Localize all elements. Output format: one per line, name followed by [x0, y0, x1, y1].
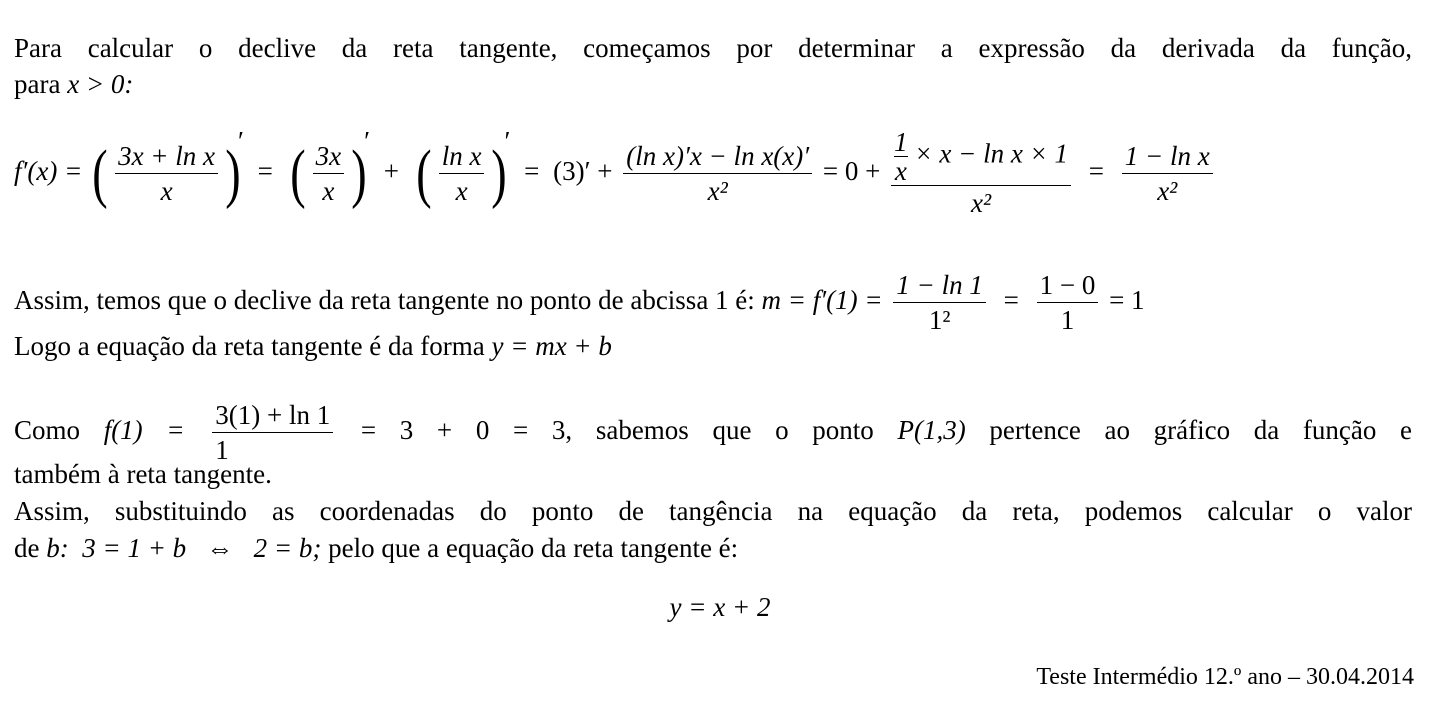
fraction-term-5: $\frac{\text{(ln x)′x − ln x(x)′}}{\text{x²}}$: [623, 139, 812, 208]
derivative-lhs: f′(x) =: [14, 156, 83, 186]
slope-text: Assim, temos que o declive da reta tangente no ponto de abcissa 1 é:: [14, 285, 755, 315]
form-line-text: Logo a equação da reta tangente é da forma: [14, 331, 485, 361]
inner-fraction: $\frac{1}{x}$: [894, 126, 908, 186]
source-footer: Teste Intermédio 12.º ano – 30.04.2014: [1036, 664, 1414, 690]
form-line: [14, 328, 1412, 364]
derivative-equation: f′(x) = ( $\frac{\text{3x + ln x}}{x}$ )′ = ( $\frac{3x}{x}$ )′ + ( $\frac{\text{ln x}}{x}$ )′ = (3)′ + $\frac{\text{(ln x)′x − ln x(x)′}}{\text{x²}}$ = 0 + $\frac{1}{x}$ × x − ln x × 1 x² = $\frac{\text{1 − ln x}}{\text{x²}}$: [14, 126, 1217, 220]
slope-line: Assim, temos que o declive da reta tangente no ponto de abcissa 1 é: m = f′(1) = $\frac{1 - \ln 1}{\text{1²}}$ = $\frac{1 - 0}{1}$ = 1: [14, 270, 1145, 336]
slope-lhs: m = f′(1) =: [761, 285, 883, 315]
final-equation-text: y = x + 2: [669, 592, 771, 622]
point-post-math: = 3 + 0 = 3,: [360, 415, 573, 445]
point-line-2: [14, 456, 1412, 492]
derivative-term-4: (3)′ +: [553, 156, 613, 186]
fraction-term-7: $\frac{\text{1 − ln x}}{\text{x²}}$: [1122, 139, 1213, 208]
point-post-text-2: pertence ao gráfico da função e: [989, 415, 1413, 445]
point-lhs: f(1) =: [103, 415, 185, 445]
substitute-line-1: [14, 493, 1412, 529]
substitute-equation: 3 = 1 + b ⇔ 2 = b;: [82, 533, 322, 563]
substitute-post: pelo que a equação da reta tangente é:: [328, 533, 739, 563]
point-line2-text: também à reta tangente.: [14, 459, 272, 489]
slope-fraction-1: $\frac{1 - \ln 1}{\text{1²}}$: [893, 268, 985, 337]
point-post-text: sabemos que o ponto: [595, 415, 874, 445]
substitute-text: Assim, substituindo as coordenadas do ponto de tangência na equação da reta, podemos calcular o valor: [14, 496, 1412, 526]
fraction-term-6: $\frac{1}{x}$ × x − ln x × 1 x²: [891, 128, 1071, 220]
point-pre: Como: [14, 415, 81, 445]
substitute-b: b:: [46, 533, 69, 563]
intro-condition-math: x > 0:: [67, 69, 134, 99]
fraction-term-3: $\frac{\text{ln x}}{x}$: [439, 139, 485, 208]
line-form-math: y = mx + b: [491, 331, 612, 361]
slope-fraction-2: $\frac{1 - 0}{1}$: [1037, 268, 1099, 337]
intro-line2-text: para: [14, 69, 61, 99]
fraction-term-1: $\frac{\text{3x + ln x}}{x}$: [115, 139, 218, 208]
substitute-pre: de: [14, 533, 40, 563]
right-paren: ): [225, 136, 241, 210]
substitute-line-2: [14, 530, 1412, 566]
intro-line-1: [14, 30, 1412, 66]
derivative-term-6-prefix: = 0 +: [822, 156, 881, 186]
left-paren: (: [92, 136, 108, 210]
final-equation: [0, 592, 1440, 623]
slope-result: = 1: [1109, 285, 1145, 315]
intro-text: Para calcular o declive da reta tangente, começamos por determinar a expressão da derivada da função,: [14, 33, 1412, 63]
intro-line-2: [14, 66, 1412, 102]
point-fraction: $\frac{3(1) + \ln 1}{1}$: [212, 398, 333, 467]
fraction-term-2: $\frac{3x}{x}$: [313, 139, 344, 208]
point-coordinates: P(1,3): [897, 415, 966, 445]
